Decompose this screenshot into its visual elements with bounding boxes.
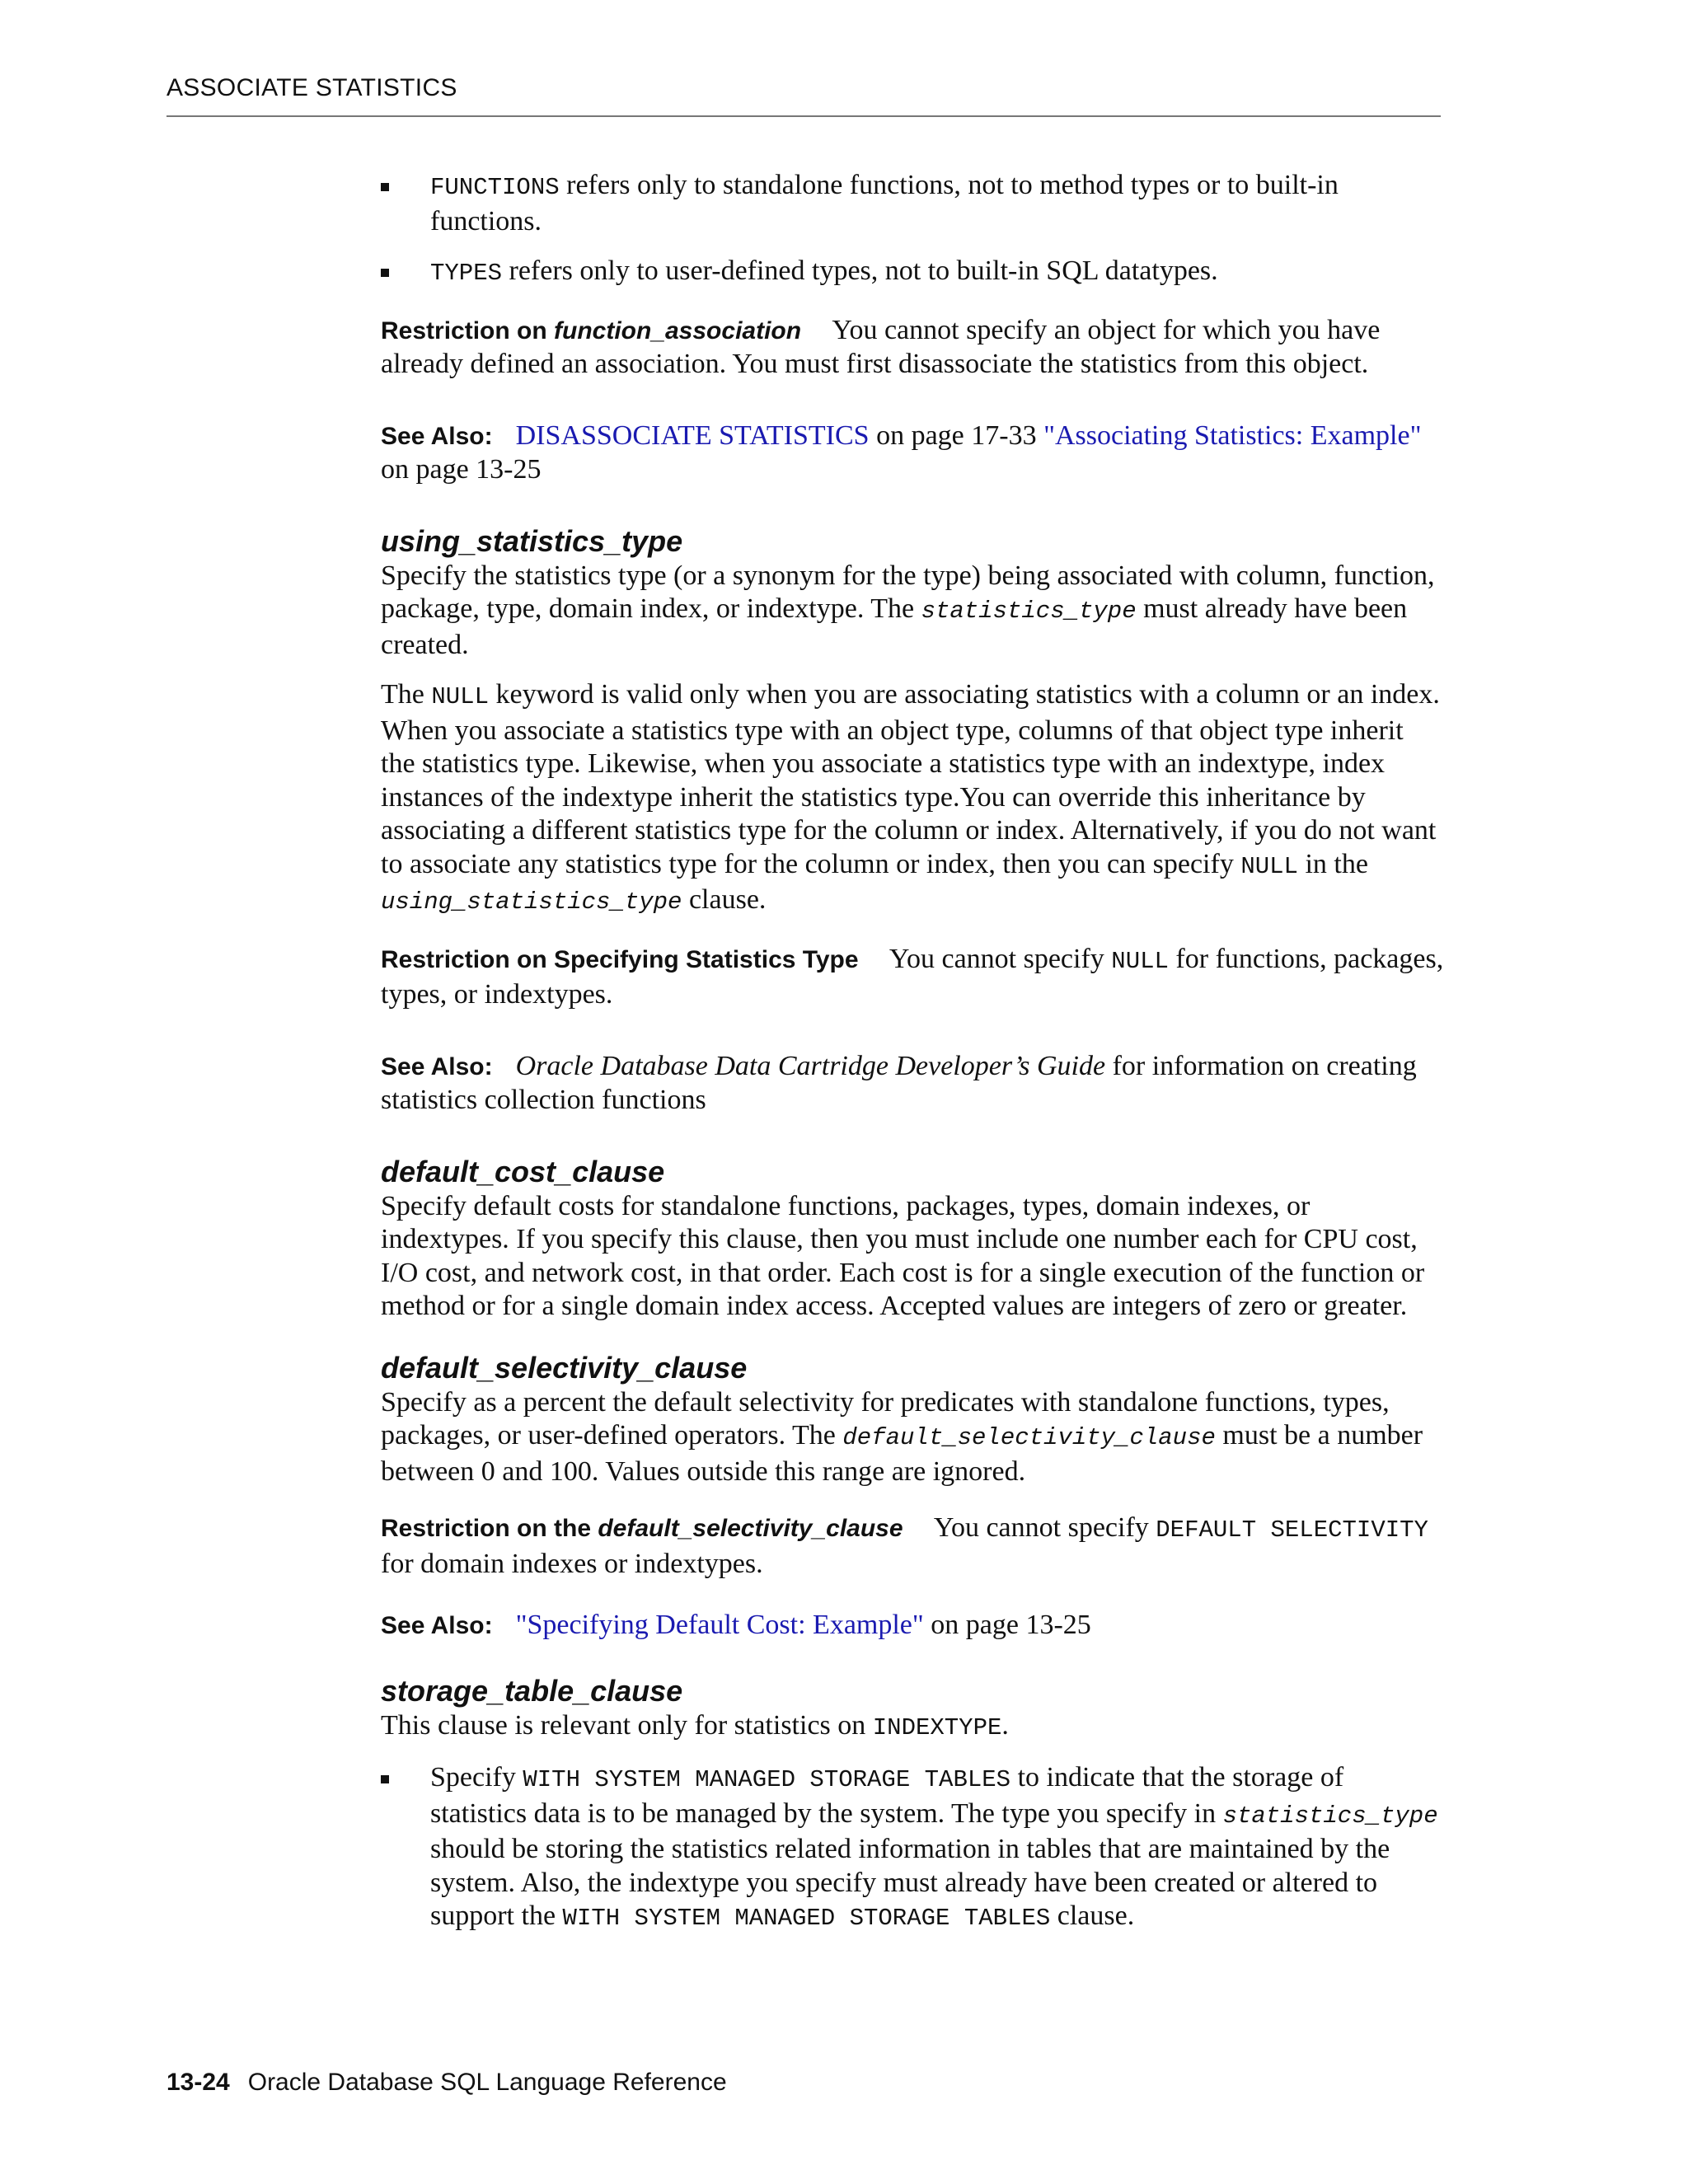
storage-bullet-list [381, 1761, 1444, 1936]
paragraph [381, 678, 1444, 920]
paragraph-text: This clause is relevant only for statistics on [381, 1709, 873, 1741]
see-also-disassociate [381, 419, 1444, 487]
code-text: statistics_type [921, 598, 1137, 625]
paragraph-text: must already have been created. [381, 593, 1408, 660]
paragraph-text: Specify the statistics type (or a synonym for the type) being associated with column, function, package, type, domain index, or indextype. The [381, 560, 1435, 624]
see-also-label: See Also: [381, 1612, 493, 1639]
restriction-text: for domain indexes or indextypes. [381, 1548, 763, 1579]
section-heading-using-statistics-type: using_statistics_type [381, 523, 683, 558]
restriction-label: Restriction on the [381, 1515, 598, 1542]
restriction-text: You cannot specify [889, 943, 1112, 974]
paragraph [381, 560, 1444, 663]
link-disassociate-statistics[interactable]: DISASSOCIATE STATISTICS [515, 419, 870, 451]
paragraph: Specify default costs for standalone functions, packages, types, domain indexes, or indextypes. If you specify this clause, then you must include one number each for CPU cost, I/O cost, and network cost, in that order. Each cost is for a single execution of the function or method or for a single domain index access. Accepted values are integers of zero or greater. [381, 1190, 1425, 1321]
book-title: Oracle Database Data Cartridge Developer’s Guide [515, 1050, 1106, 1081]
list-item [381, 169, 1444, 238]
see-also-text: for information on creating statistics collection functions [381, 1050, 1417, 1115]
paragraph-text: keyword is valid only when you are associating statistics with a column or an index. When you associate a statistics type with an object type, columns of that object type inherit the statistics type. Likewise, when you associate a statistics type with an indextype, index instances of the indextype inherit the statistics type.You can override this inheritance by associating a different statistics type for the column or index. Alternatively, if you do not want to associate any statistics type for the column or index, then you can specify [381, 679, 1440, 879]
bullet-icon [381, 1775, 389, 1783]
restriction-text: for functions, packages, types, or indextypes. [381, 943, 1444, 1010]
page-footer [166, 2069, 727, 2097]
list-item-text: refers only to user-defined types, not to built-in SQL datatypes. [502, 255, 1218, 286]
restriction-text: You cannot specify [933, 1512, 1156, 1543]
link-specifying-default-cost-example[interactable]: "Specifying Default Cost: Example" [515, 1610, 924, 1640]
see-also-default-cost [381, 1609, 1444, 1643]
see-also-text: on page 13-25 [923, 1610, 1091, 1640]
see-also-text: on page 17-33 [869, 419, 1044, 451]
page-number: 13-24 [166, 2069, 230, 2096]
see-also-data-cartridge [381, 1050, 1444, 1118]
list-item [381, 255, 1444, 291]
code-text: NULL [1240, 852, 1298, 880]
paragraph-text: . [1001, 1709, 1009, 1741]
link-associating-statistics-example[interactable]: "Associating Statistics: Example" [1043, 419, 1422, 451]
restriction-statistics-type [381, 943, 1444, 1012]
bullet-icon [381, 183, 389, 191]
code-text: FUNCTIONS [430, 174, 560, 201]
code-text: WITH SYSTEM MANAGED STORAGE TABLES [562, 1905, 1051, 1932]
list-item-text: refers only to standalone functions, not to method types or to built-in functions. [430, 170, 1339, 237]
top-bullet-list [381, 169, 1444, 291]
list-item-text: Specify [430, 1762, 523, 1793]
restriction-label: Restriction on [381, 316, 555, 344]
restriction-default-selectivity [381, 1511, 1444, 1581]
header-rule [166, 115, 1441, 117]
code-text: using_statistics_type [381, 888, 682, 916]
section-heading-default-selectivity-clause: default_selectivity_clause [381, 1350, 748, 1385]
paragraph [381, 1709, 1444, 1746]
section-heading-default-cost-clause: default_cost_clause [381, 1154, 665, 1188]
page-body [381, 169, 1444, 1936]
code-text: DEFAULT SELECTIVITY [1156, 1516, 1428, 1544]
bullet-icon [381, 269, 389, 277]
list-item-text: to indicate that the storage of statistics data is to be managed by the system. The type you specify in [430, 1762, 1344, 1829]
restriction-term: default_selectivity_clause [598, 1515, 903, 1542]
restriction-text: You cannot specify an object for which you have already defined an association. You must first disassociate the statistics from this object. [381, 314, 1381, 379]
code-text: WITH SYSTEM MANAGED STORAGE TABLES [523, 1766, 1011, 1793]
code-text: NULL [431, 683, 489, 710]
restriction-label: Restriction on Specifying Statistics Type [381, 945, 859, 973]
list-item [381, 1761, 1444, 1936]
paragraph [381, 1386, 1444, 1489]
paragraph-text: must be a number between 0 and 100. Values outside this range are ignored. [381, 1420, 1423, 1487]
list-item-text: should be storing the statistics related information in tables that are maintained by the system. Also, the indextype you specify must already have been created or altered to support the [430, 1834, 1390, 1931]
code-text: NULL [1111, 947, 1169, 975]
see-also-label: See Also: [381, 422, 493, 450]
restriction-term: function_association [554, 316, 802, 344]
paragraph-text: clause. [682, 884, 767, 915]
running-header: ASSOCIATE STATISTICS [166, 74, 457, 101]
code-text: INDEXTYPE [872, 1713, 1002, 1741]
paragraph-text: Specify as a percent the default selectivity for predicates with standalone functions, types, packages, or user-defined operators. The [381, 1386, 1390, 1451]
book-title-footer: Oracle Database SQL Language Reference [247, 2069, 727, 2096]
code-text: statistics_type [1222, 1802, 1438, 1830]
list-item-text: clause. [1050, 1900, 1135, 1931]
see-also-text: on page 13-25 [381, 454, 542, 485]
paragraph-text: The [381, 679, 432, 710]
see-also-label: See Also: [381, 1052, 493, 1080]
code-text: default_selectivity_clause [842, 1424, 1216, 1451]
code-text: TYPES [430, 260, 503, 287]
paragraph-text: in the [1297, 848, 1368, 879]
restriction-function-association [381, 314, 1444, 382]
section-heading-storage-table-clause: storage_table_clause [381, 1673, 683, 1708]
